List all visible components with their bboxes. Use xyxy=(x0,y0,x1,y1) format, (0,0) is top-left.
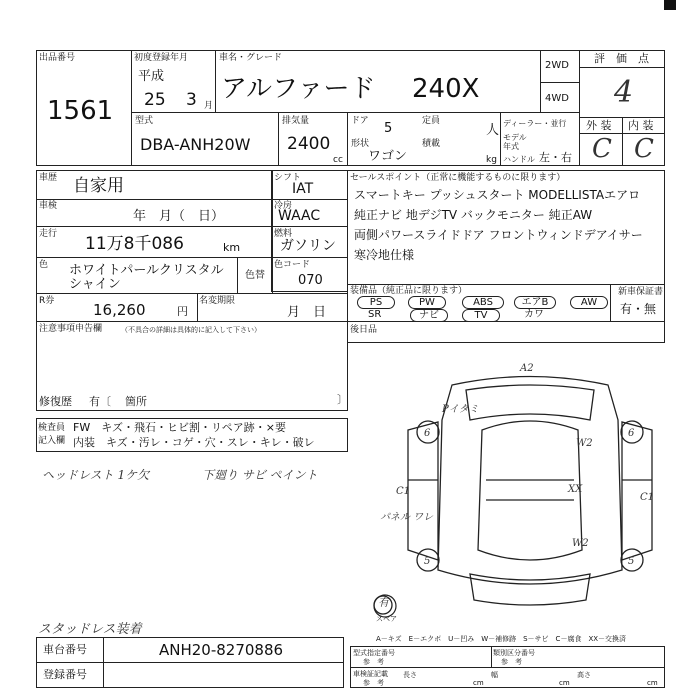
handle-value: 左・右 xyxy=(539,151,572,164)
mark-a2: A2 xyxy=(520,363,534,374)
capacity-label: 定員 xyxy=(422,116,441,126)
chassis-value: ANH20-8270886 xyxy=(159,641,284,659)
manual-label: 新車保証書 xyxy=(618,287,664,297)
lot-label: 出品番号 xyxy=(39,53,76,63)
mileage-label: 走行 xyxy=(39,229,58,239)
equipment-label: 装備品（純正品に限ります） xyxy=(350,286,468,296)
shift-label: シフト xyxy=(274,173,302,183)
first-registration-box xyxy=(131,50,216,113)
after-label: 後日品 xyxy=(350,325,378,335)
body-box xyxy=(347,112,501,166)
reg-label: 登録番号 xyxy=(43,668,87,681)
damage-legend: A－キズ E－エクボ U－凹み W－補修跡 S－サビ C－腐食 XX－交換済 xyxy=(376,635,627,643)
model-box xyxy=(131,112,279,166)
ac-value: WAAC xyxy=(278,208,321,224)
displacement-label: 排気量 xyxy=(282,116,310,126)
recycle-unit: 円 xyxy=(177,305,188,318)
maint-value: 月 日 xyxy=(287,305,327,320)
model-spec-box xyxy=(350,646,665,688)
mark-5-right: 5 xyxy=(628,556,635,567)
notes-label: 注意事項申告欄 xyxy=(39,324,103,334)
repair-value-2: 箇所 xyxy=(125,395,147,408)
mark-6-left: 6 xyxy=(424,428,431,439)
sales-point-line-1: スマートキー プッシュスタート MODELLISTAエアロ xyxy=(354,188,641,202)
inspection-box xyxy=(36,418,348,452)
drivetrain-block xyxy=(271,170,348,292)
color-value-1: ホワイトパールクリスタル xyxy=(69,263,224,278)
mark-w2-bottom: W2 xyxy=(572,538,589,549)
score-box xyxy=(579,50,665,118)
handle-label: ハンドル xyxy=(503,155,535,164)
mark-6-right: 6 xyxy=(628,428,635,439)
dealer-label: ディーラー・並行 xyxy=(503,119,567,128)
len-label: 長さ xyxy=(403,671,417,679)
drive-box xyxy=(540,50,580,113)
notes-sub: （不具合の詳細は具体的に記入して下さい） xyxy=(121,326,261,334)
equip-ps: PS xyxy=(357,296,395,309)
len-unit: cm xyxy=(473,679,484,687)
maint-label: 名変期限 xyxy=(199,296,236,306)
shape: ワゴン xyxy=(368,149,408,164)
mark-panel-ware: パネル ワレ xyxy=(380,512,434,523)
sales-points-box xyxy=(347,170,665,285)
load-label: 積載 xyxy=(422,139,441,149)
repair-value: 有〔 xyxy=(89,395,111,408)
equip-abs: ABS xyxy=(462,296,504,309)
reg-year: 25 xyxy=(144,90,166,110)
inspection-row-1: FW キズ・飛石・ヒビ割・リペア跡・×要 xyxy=(73,421,286,434)
load-unit: kg xyxy=(486,155,497,165)
mark-p-itami: Pイタミ xyxy=(442,404,479,415)
ac-label: 冷房 xyxy=(274,201,293,211)
lot-number: 1561 xyxy=(47,96,114,126)
wid-unit: cm xyxy=(559,679,570,687)
exterior-grade: C xyxy=(592,134,612,164)
handwritten-note-3: スタッドレス装着 xyxy=(38,622,142,637)
registration-mark xyxy=(664,0,676,10)
inspection-label-2: 記入欄 xyxy=(38,436,66,446)
equip-kawa: カワ xyxy=(524,309,544,320)
car-name-label: 車名・グレード xyxy=(219,53,283,63)
sales-point-line-4: 寒冷地仕様 xyxy=(354,248,415,262)
equip-pw: PW xyxy=(408,296,446,309)
hgt-unit: cm xyxy=(647,679,658,687)
era: 平成 xyxy=(138,69,165,84)
spare-label: スペア xyxy=(376,615,397,623)
interior-grade: C xyxy=(634,134,654,164)
drive-4wd: 4WD xyxy=(545,93,569,104)
wid-label: 幅 xyxy=(491,671,498,679)
manual-value: 有・無 xyxy=(620,302,657,316)
equip-navi: ナビ xyxy=(410,309,448,322)
model-code: DBA-ANH20W xyxy=(140,135,251,154)
recycle-label: R券 xyxy=(39,296,55,306)
displacement-box xyxy=(278,112,348,166)
mileage-unit: km xyxy=(223,241,241,254)
equip-airbag: エアB xyxy=(514,296,556,309)
sales-point-line-3: 両側パワースライドドア フロントウィンドデアイサー xyxy=(354,228,643,242)
lot-number-box xyxy=(36,50,132,166)
model-spec-sub: 参 考 xyxy=(363,658,384,666)
chassis-box xyxy=(36,637,344,663)
model-year-label-2: 年式 xyxy=(503,142,519,151)
sales-points-label: セールスポイント（正常に機能するものに限ります） xyxy=(350,173,566,183)
hgt-label: 高さ xyxy=(577,671,591,679)
mark-xx: XX xyxy=(568,484,583,495)
car-name-box xyxy=(215,50,541,113)
score-value: 4 xyxy=(614,75,634,110)
color-label: 色 xyxy=(39,260,49,270)
mark-c1-right: C1 xyxy=(640,492,655,503)
capacity-unit: 人 xyxy=(486,123,500,138)
registration-box xyxy=(36,662,344,688)
interior-label: 内 装 xyxy=(628,119,654,132)
reg-month: 3 xyxy=(186,90,197,110)
after-items-box xyxy=(347,321,665,343)
first-reg-label: 初度登録年月 xyxy=(134,53,189,63)
month-unit: 月 xyxy=(204,101,214,111)
equip-tv: TV xyxy=(462,309,500,322)
grade: 240X xyxy=(412,74,480,104)
repair-bracket-end: 〕 xyxy=(337,393,348,406)
class-sub: 参 考 xyxy=(501,658,522,666)
model-year-label-1: モデル xyxy=(503,133,527,142)
model-spec-label: 型式指定番号 xyxy=(353,649,395,657)
exterior-label: 外 装 xyxy=(586,119,612,132)
mark-5-left: 5 xyxy=(424,556,431,567)
fuel-label: 燃料 xyxy=(274,229,293,239)
shaken-label: 車検 xyxy=(39,201,58,211)
handwritten-note-1: ヘッドレスト 1ケ欠 xyxy=(42,468,150,482)
equip-aw: AW xyxy=(570,296,608,309)
dealer-box xyxy=(500,112,580,166)
mark-w2-top: W2 xyxy=(576,438,593,449)
shaken-value: 年 月（ 日） xyxy=(133,209,225,224)
doors-label: ドア xyxy=(351,116,369,126)
score-label: 評 価 点 xyxy=(594,52,649,65)
shift-value: IAT xyxy=(292,181,314,197)
repair-label: 修復歴 xyxy=(39,395,72,408)
history-label: 車歴 xyxy=(39,173,58,183)
class-label: 類別区分番号 xyxy=(493,649,535,657)
equip-sr: SR xyxy=(368,309,382,320)
mark-c1-left: C1 xyxy=(396,486,411,497)
inspection-label-1: 検査員 xyxy=(38,423,66,433)
dims-sub: 参 考 xyxy=(363,679,384,687)
spare-mark: 有 xyxy=(378,596,389,609)
cc-unit: cc xyxy=(333,155,343,165)
dims-label: 車検証記載 xyxy=(353,670,388,678)
shape-label: 形状 xyxy=(351,139,370,149)
color-code: 070 xyxy=(298,273,323,288)
color-change-label: 色替 xyxy=(245,270,265,281)
recycle-value: 16,260 xyxy=(93,301,146,319)
mileage-value: 11万8千086 xyxy=(85,234,184,254)
car-name: アルファード xyxy=(221,74,376,104)
model-label: 型式 xyxy=(135,116,154,126)
chassis-label: 車台番号 xyxy=(43,643,87,656)
displacement: 2400 xyxy=(287,134,331,154)
interior-exterior-box xyxy=(579,117,665,166)
inspection-row-2: 内装 キズ・汚レ・コゲ・穴・スレ・キレ・破レ xyxy=(73,436,315,449)
sales-point-line-2: 純正ナビ 地デジTV バックモニター 純正AW xyxy=(354,208,593,222)
doors: 5 xyxy=(384,121,393,136)
drive-2wd: 2WD xyxy=(545,60,569,71)
color-value-2: シャイン xyxy=(69,277,121,292)
history-value: 自家用 xyxy=(73,176,124,196)
fuel-value: ガソリン xyxy=(280,238,336,254)
color-code-label: 色コード xyxy=(274,260,311,270)
handwritten-note-2: 下廻り サビ ペイント xyxy=(202,468,318,482)
